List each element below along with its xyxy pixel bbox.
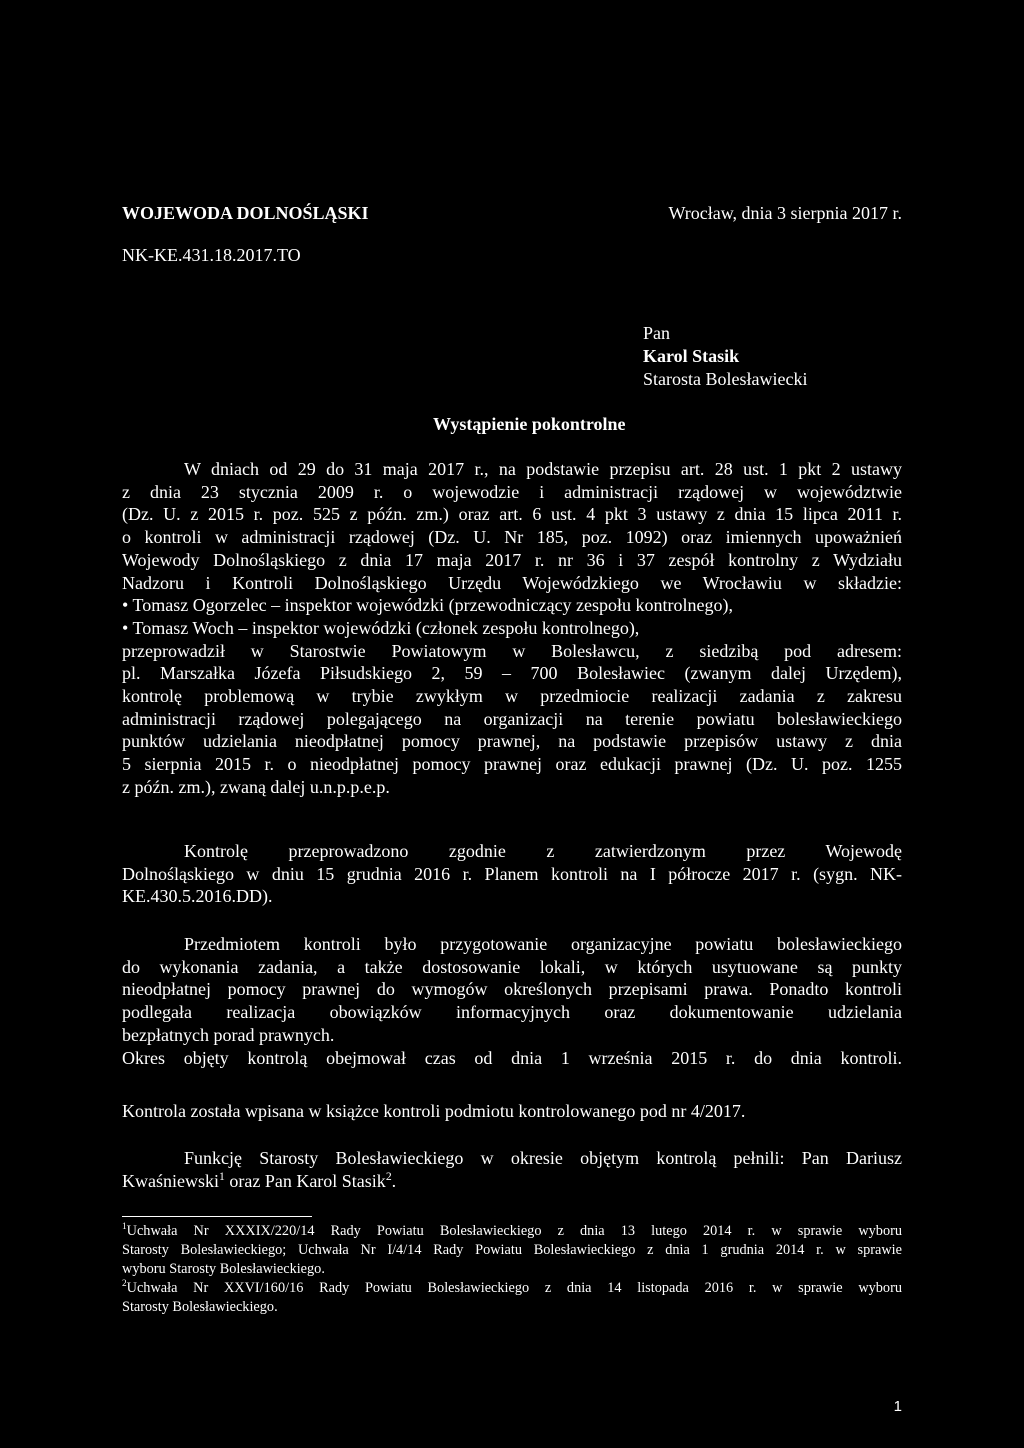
text-line: KE.430.5.2016.DD). (122, 886, 273, 907)
text-line: do wykonania zadania, a także dostosowanie lokali, w których usytuowane są punkty (122, 956, 902, 977)
text-line: administracji rządowej polegającego na organizacji na terenie powiatu bolesławieckiego (122, 708, 902, 729)
text-line: o kontroli w administracji rządowej (Dz. U. Nr 185, poz. 1092) oraz imiennych upoważnień (122, 527, 902, 548)
footnote-text: Uchwała Nr XXXIX/220/14 Rady Powiatu Bolesławieckiego z dnia 13 lutego 2014 r. w sprawie wyboru (126, 1223, 902, 1239)
place-and-date: Wrocław, dnia 3 sierpnia 2017 r. (668, 203, 902, 223)
text-fragment: oraz Pan Karol Stasik (224, 1170, 386, 1191)
text-line: Wojewody Dolnośląskiego z dnia 17 maja 2017 r. nr 36 i 37 zespół kontrolny z Wydziału (122, 549, 902, 570)
paragraph-control-subject (122, 933, 902, 1069)
footnote-1-mark: 1 (122, 1222, 127, 1233)
paragraph-control-plan (122, 840, 902, 908)
team-member-2: • Tomasz Woch – inspektor wojewódzki (członek zespołu kontrolnego), (122, 617, 640, 638)
text-line (122, 1170, 902, 1193)
footnote-2-line: Starosty Bolesławieckiego. (122, 1299, 278, 1315)
footnote-ref-2: 2 (385, 1169, 392, 1183)
text-line: Okres objęty kontrolą obejmował czas od dnia 1 września 2015 r. do dnia kontroli. (122, 1047, 902, 1068)
footnote-ref-1: 1 (219, 1169, 225, 1183)
footnote-1-line (122, 1222, 902, 1241)
footnote-text: Uchwała Nr XXVI/160/16 Rady Powiatu Bolesławieckiego z dnia 14 listopada 2016 r. w sprawie wyboru (126, 1280, 902, 1296)
text-line: Przedmiotem kontroli było przygotowanie organizacyjne powiatu bolesławieckiego (184, 934, 902, 954)
text-line: Funkcję Starosty Bolesławieckiego w okresie objętym kontrolą pełnili: Pan Dariusz (184, 1148, 902, 1168)
footnotes (122, 1222, 902, 1317)
document-title: Wystąpienie pokontrolne (433, 414, 626, 434)
paragraph-control-book: Kontrola została wpisana w książce kontroli podmiotu kontrolowanego pod nr 4/2017. (122, 1101, 746, 1121)
text-line: Nadzoru i Kontroli Dolnośląskiego Urzędu Wojewódzkiego we Wrocławiu w składzie: (122, 572, 902, 593)
paragraph-starosta-function (122, 1147, 902, 1192)
text-line: pl. Marszałka Józefa Piłsudskiego 2, 59 – 700 Bolesławiec (zwanym dalej Urzędem), (122, 663, 902, 684)
paragraph-legal-basis (122, 458, 902, 799)
addressee-salutation: Pan (643, 323, 670, 343)
text-line: nieodpłatnej pomocy prawnej do wymogów określonych przepisami prawa. Ponadto kontroli (122, 979, 902, 1000)
footnote-2-mark: 2 (122, 1279, 127, 1290)
footnote-2-line (122, 1279, 902, 1298)
text-line: W dniach od 29 do 31 maja 2017 r., na podstawie przepisu art. 28 ust. 1 pkt 2 ustawy (184, 459, 902, 479)
issuing-authority: WOJEWODA DOLNOŚLĄSKI (122, 203, 369, 223)
text-fragment: . (391, 1170, 397, 1191)
text-line: przeprowadził w Starostwie Powiatowym w Bolesławcu, z siedzibą pod adresem: (122, 640, 902, 661)
text-line: 5 sierpnia 2015 r. o nieodpłatnej pomocy prawnej oraz edukacji prawnej (Dz. U. poz. 1255 (122, 754, 902, 775)
text-line: kontrolę problemową w trybie zwykłym w przedmiocie realizacji zadania z zakresu (122, 686, 902, 707)
reference-number: NK-KE.431.18.2017.TO (122, 245, 301, 265)
text-line: punktów udzielania nieodpłatnej pomocy prawnej, na podstawie przepisów ustawy z dnia (122, 731, 902, 752)
team-member-1: • Tomasz Ogorzelec – inspektor wojewódzki (przewodniczący zespołu kontrolnego), (122, 595, 734, 616)
addressee-name: Karol Stasik (643, 346, 740, 366)
footnote-separator (122, 1216, 312, 1217)
text-line: Dolnośląskiego w dniu 15 grudnia 2016 r. Planem kontroli na I półrocze 2017 r. (sygn. NK- (122, 863, 902, 884)
footnote-1-line: wyboru Starosty Bolesławieckiego. (122, 1261, 325, 1277)
text-line: z późn. zm.), zwaną dalej u.n.p.p.e.p. (122, 776, 390, 797)
text-line: Kontrolę przeprowadzono zgodnie z zatwierdzonym przez Wojewodę (184, 841, 902, 861)
text-line: bezpłatnych porad prawnych. (122, 1024, 335, 1045)
text-line: podlegała realizacja obowiązków informacyjnych oraz dokumentowanie udzielania (122, 1002, 902, 1023)
page-number: 1 (893, 1398, 902, 1415)
text-line: z dnia 23 stycznia 2009 r. o wojewodzie i administracji rządowej w województwie (122, 481, 902, 502)
text-fragment: Kwaśniewski (122, 1170, 219, 1191)
footnote-1-line: Starosty Bolesławieckiego; Uchwała Nr I/4/14 Rady Powiatu Bolesławieckiego z dnia 1 grudnia 2014 r. w sprawie (122, 1242, 902, 1258)
addressee-position: Starosta Bolesławiecki (643, 369, 808, 389)
text-line: (Dz. U. z 2015 r. poz. 525 z późn. zm.) oraz art. 6 ust. 4 pkt 3 ustawy z dnia 15 lipca 2011 r. (122, 504, 902, 525)
